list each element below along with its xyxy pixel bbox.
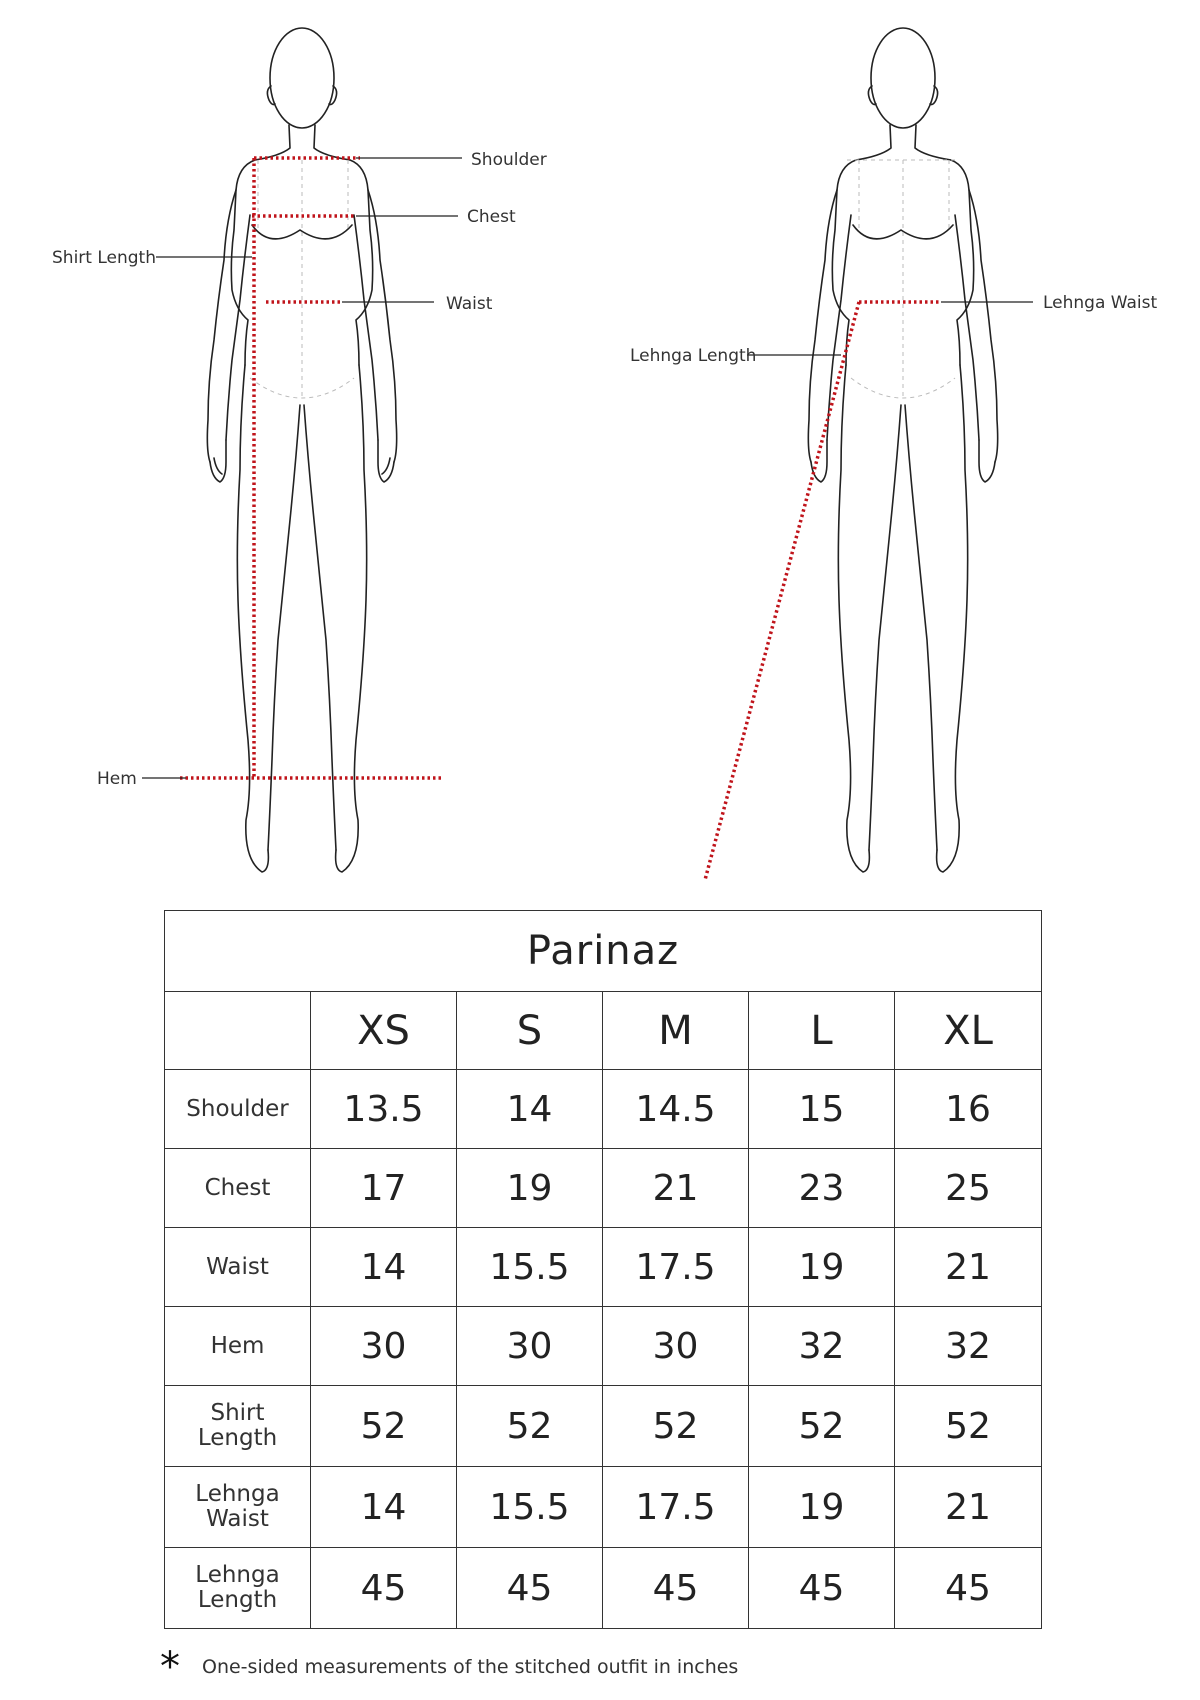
row-label-line: Shoulder — [186, 1095, 289, 1122]
value-cell: 21 — [895, 1467, 1042, 1548]
size-chart-table — [164, 910, 1042, 1629]
row-label-line: Shirt — [210, 1400, 265, 1426]
value-cell: 52 — [895, 1386, 1042, 1467]
label-shirt-length: Shirt Length — [52, 248, 156, 268]
value-cell: 45 — [603, 1548, 749, 1629]
table-title: Parinaz — [165, 911, 1042, 992]
row-label-cell — [165, 1070, 311, 1149]
value-cell: 14 — [311, 1228, 457, 1307]
value-cell: 19 — [749, 1467, 895, 1548]
label-chest: Chest — [467, 207, 516, 227]
value-cell: 32 — [749, 1307, 895, 1386]
row-label-cell — [165, 1307, 311, 1386]
value-cell: 30 — [603, 1307, 749, 1386]
size-header-xs: XS — [311, 992, 457, 1070]
value-cell: 17.5 — [603, 1228, 749, 1307]
value-cell: 17 — [311, 1149, 457, 1228]
label-lehnga-length: Lehnga Length — [630, 346, 757, 366]
value-cell: 45 — [749, 1548, 895, 1629]
value-cell: 15 — [749, 1070, 895, 1149]
table-row — [165, 1307, 1042, 1386]
value-cell: 16 — [895, 1070, 1042, 1149]
side-figure — [630, 28, 1158, 880]
row-label-line: Length — [197, 1587, 278, 1613]
table-row — [165, 1070, 1042, 1149]
value-cell: 45 — [457, 1548, 603, 1629]
row-label-line: Waist — [206, 1253, 269, 1280]
row-label-cell — [165, 1228, 311, 1307]
value-cell: 45 — [895, 1548, 1042, 1629]
value-cell: 17.5 — [603, 1467, 749, 1548]
value-cell: 14 — [311, 1467, 457, 1548]
value-cell: 45 — [311, 1548, 457, 1629]
value-cell: 25 — [895, 1149, 1042, 1228]
value-cell: 15.5 — [457, 1228, 603, 1307]
size-header-s: S — [457, 992, 603, 1070]
row-label-line: Chest — [204, 1174, 271, 1201]
row-label-cell — [165, 1467, 311, 1548]
value-cell: 21 — [895, 1228, 1042, 1307]
row-label-cell — [165, 1386, 311, 1467]
value-cell: 21 — [603, 1149, 749, 1228]
size-header-m: M — [603, 992, 749, 1070]
row-label-line: Waist — [206, 1506, 269, 1532]
value-cell: 14 — [457, 1070, 603, 1149]
size-header-xl: XL — [895, 992, 1042, 1070]
value-cell: 30 — [457, 1307, 603, 1386]
value-cell: 23 — [749, 1149, 895, 1228]
label-hem: Hem — [97, 769, 137, 789]
value-cell: 15.5 — [457, 1467, 603, 1548]
label-shoulder: Shoulder — [471, 150, 547, 170]
value-cell: 19 — [457, 1149, 603, 1228]
table-row — [165, 1548, 1042, 1629]
table-row — [165, 1228, 1042, 1307]
value-cell: 52 — [603, 1386, 749, 1467]
value-cell: 19 — [749, 1228, 895, 1307]
row-label-line: Lehnga — [195, 1481, 280, 1507]
value-cell: 30 — [311, 1307, 457, 1386]
row-label-line: Lehnga — [195, 1562, 280, 1588]
size-header-row — [165, 992, 1042, 1070]
asterisk-icon: * — [160, 1644, 180, 1690]
row-label-line: Hem — [210, 1332, 265, 1359]
value-cell: 32 — [895, 1307, 1042, 1386]
size-header-l: L — [749, 992, 895, 1070]
row-label-cell — [165, 1548, 311, 1629]
label-lehnga-waist: Lehnga Waist — [1043, 293, 1158, 313]
label-waist: Waist — [446, 294, 493, 314]
table-row — [165, 1149, 1042, 1228]
value-cell: 52 — [749, 1386, 895, 1467]
table-row — [165, 1386, 1042, 1467]
footnote — [160, 1644, 739, 1690]
footnote-text: One-sided measurements of the stitched outfit in inches — [202, 1656, 739, 1678]
row-label-cell — [165, 1149, 311, 1228]
empty-corner-cell — [165, 992, 311, 1070]
table-row — [165, 1467, 1042, 1548]
front-figure — [52, 28, 547, 872]
value-cell: 13.5 — [311, 1070, 457, 1149]
value-cell: 52 — [311, 1386, 457, 1467]
table-body — [165, 1070, 1042, 1629]
row-label-line: Length — [197, 1425, 278, 1451]
value-cell: 14.5 — [603, 1070, 749, 1149]
value-cell: 52 — [457, 1386, 603, 1467]
